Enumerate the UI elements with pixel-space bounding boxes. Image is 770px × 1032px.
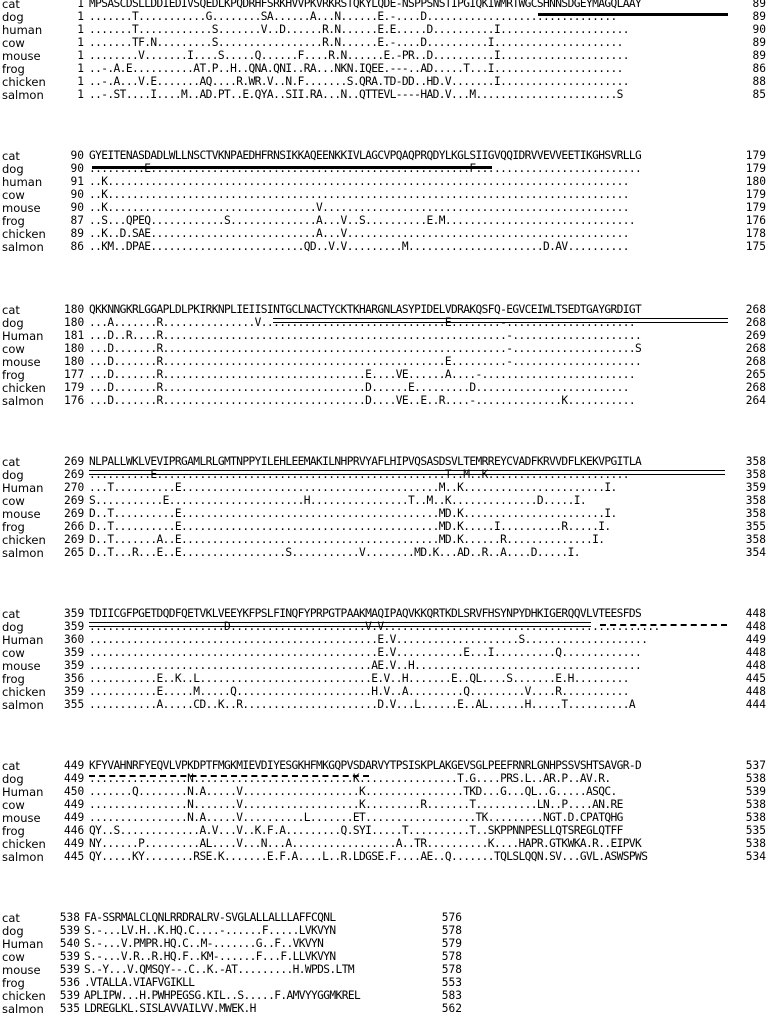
alignment-row xyxy=(0,481,770,495)
start-position: 360 xyxy=(64,632,85,646)
end-position: 576 xyxy=(441,911,462,924)
alignment-row xyxy=(0,329,770,343)
end-position: 538 xyxy=(745,771,766,785)
end-position: 179 xyxy=(745,187,766,201)
alignment-row xyxy=(0,659,770,673)
sequence-text: NLPALLWKLVEVIPRGAMLRLGMTNPPYILEHLEEMAKILNHPRVYAFLHIPVQSASDSVLTEMRREYCVADFKRVVDFLKEKVPGITLA xyxy=(89,455,642,468)
species-label: chicken xyxy=(2,226,46,241)
end-position: 268 xyxy=(745,341,766,355)
start-position: 269 xyxy=(64,467,85,481)
species-label: salmon xyxy=(2,1001,44,1016)
start-position: 359 xyxy=(64,645,85,659)
start-position: 539 xyxy=(59,962,80,976)
sequence-text: .VTALLA.VIAFVGIKLL xyxy=(84,975,195,989)
alignment-row xyxy=(0,950,770,964)
sequence-text: .........E....................................................F........................... xyxy=(89,161,642,175)
end-position: 90 xyxy=(752,22,766,36)
start-position: 539 xyxy=(59,949,80,963)
species-label: frog xyxy=(2,519,25,534)
alignment-row xyxy=(0,963,770,977)
end-position: 538 xyxy=(745,810,766,824)
sequence-text: ...T..........E..........................................M..K.......................I. xyxy=(89,480,617,494)
end-position: 89 xyxy=(752,0,766,10)
end-position: 264 xyxy=(745,393,766,407)
sequence-text: .......T............S.......V..D......R.N......E.E.....D..........I..................... xyxy=(89,22,629,36)
start-position: 179 xyxy=(64,380,85,394)
alignment-row xyxy=(0,685,770,699)
start-position: 359 xyxy=(64,658,85,672)
sequence-text: ..............................................AE.V..H..................................... xyxy=(89,658,642,672)
species-label: mouse xyxy=(2,200,41,215)
alignment-row xyxy=(0,214,770,228)
start-position: 86 xyxy=(70,239,84,253)
end-position: 535 xyxy=(745,823,766,837)
alignment-row xyxy=(0,1002,770,1016)
end-position: 358 xyxy=(745,467,766,481)
alignment-row xyxy=(0,201,770,215)
end-position: 89 xyxy=(752,48,766,62)
start-position: 356 xyxy=(64,671,85,685)
sequence-text: D..T.......A..E..........................................MD.K......R..............I. xyxy=(89,532,605,546)
end-position: 178 xyxy=(745,226,766,240)
sequence-text: ................N..........................K................T.G....PRS.L..AR.P..AV.R. xyxy=(89,771,611,785)
species-label: chicken xyxy=(2,380,46,395)
end-position: 444 xyxy=(745,697,766,711)
sequence-text: .......TF.N.........S.................R.N......E.-....D..........I..................... xyxy=(89,35,623,49)
double-line-region-marker xyxy=(89,622,591,627)
sequence-text: ..K..................................................................................... xyxy=(89,187,629,201)
species-label: dog xyxy=(2,315,24,330)
start-position: 359 xyxy=(64,619,85,633)
sequence-text: S.-...V.R..R.HQ.F..KM-......F...F.LLVKVYN xyxy=(84,949,336,963)
end-position: 89 xyxy=(752,9,766,23)
start-position: 1 xyxy=(77,0,84,10)
species-label: cow xyxy=(2,35,25,50)
start-position: 180 xyxy=(64,354,85,368)
species-label: cow xyxy=(2,493,25,508)
start-position: 449 xyxy=(64,771,85,785)
alignment-row xyxy=(0,533,770,547)
start-position: 1 xyxy=(77,35,84,49)
end-position: 268 xyxy=(745,380,766,394)
end-position: 448 xyxy=(745,658,766,672)
end-position: 538 xyxy=(745,797,766,811)
start-position: 536 xyxy=(59,975,80,989)
species-label: dog xyxy=(2,9,24,24)
alignment-row xyxy=(0,672,770,686)
alignment-row xyxy=(0,937,770,951)
end-position: 578 xyxy=(441,923,462,937)
alignment-row xyxy=(0,88,770,102)
start-position: 450 xyxy=(64,784,85,798)
species-label: cat xyxy=(2,607,20,621)
species-label: cat xyxy=(2,0,20,11)
sequence-text: NY......P.........AL....V...N...A.................A..TR..........K....HAPR.GTKWKA.R..EIPVK xyxy=(89,836,642,850)
species-label: cat xyxy=(2,303,20,317)
start-position: 1 xyxy=(77,9,84,23)
alignment-row xyxy=(0,759,770,773)
sequence-text: ..........E...............................................T..M..K....................... xyxy=(89,467,629,481)
alignment-row xyxy=(0,976,770,990)
species-label: dog xyxy=(2,467,24,482)
species-label: Human xyxy=(2,480,44,495)
end-position: 449 xyxy=(745,632,766,646)
start-position: 269 xyxy=(64,493,85,507)
start-position: 449 xyxy=(64,810,85,824)
alignment-row xyxy=(0,175,770,189)
start-position: 87 xyxy=(70,213,84,227)
species-label: frog xyxy=(2,823,25,838)
start-position: 539 xyxy=(59,923,80,937)
end-position: 85 xyxy=(752,87,766,101)
sequence-text: MPSASCDSLLDDIEDIVSQEDLKPQDRHFSRKHVVPKVRKRSTQKYLQDE-NSPPSNSTIPGIQKIWMRTWGCSHNNSDGEYMAGQLAAY xyxy=(89,0,642,10)
species-label: cow xyxy=(2,341,25,356)
alignment-row xyxy=(0,227,770,241)
sequence-text: ...........A.....CD..K..R......................D.V...L......E..AL......H.....T..........A xyxy=(89,697,636,711)
start-position: 265 xyxy=(64,545,85,559)
sequence-text: QY.....KY........RSE.K.......E.F.A....L..R.LDGSE.F....AE..Q.......TQLSLQQN.SV...GVL.ASWSPWS xyxy=(89,849,648,863)
end-position: 88 xyxy=(752,74,766,88)
alignment-row xyxy=(0,911,770,925)
species-label: mouse xyxy=(2,810,41,825)
species-label: salmon xyxy=(2,87,44,102)
sequence-text: ...............................................E.V...........E...I..........Q............. xyxy=(89,645,642,659)
alignment-row xyxy=(0,355,770,369)
start-position: 1 xyxy=(77,87,84,101)
alignment-row xyxy=(0,62,770,76)
sequence-text: ..K..................................V.................................................. xyxy=(89,200,629,214)
species-label: cow xyxy=(2,187,25,202)
alignment-row xyxy=(0,811,770,825)
sequence-text: S.-...V.PMPR.HQ.C..M-.......G..F..VKVYN xyxy=(84,936,324,950)
sequence-text: S...........E......................H................T..M..K..............D.....I. xyxy=(89,493,586,507)
alignment-row xyxy=(0,850,770,864)
end-position: 269 xyxy=(745,328,766,342)
start-position: 90 xyxy=(70,149,84,162)
start-position: 540 xyxy=(59,936,80,950)
sequence-text: S.-Y...V.QMSQY--.C..K.-AT.........H.WPDS.LTM xyxy=(84,962,354,976)
alignment-row xyxy=(0,924,770,938)
sequence-text: .......Q........N.A.....V...................K................TKD...G...QL..G.....ASQC. xyxy=(89,784,617,798)
end-position: 445 xyxy=(745,671,766,685)
sequence-text: .......T...........G........SA......A...N......E.-....D............................... xyxy=(89,9,617,23)
alignment-row xyxy=(0,303,770,317)
end-position: 583 xyxy=(441,988,462,1002)
start-position: 449 xyxy=(64,759,85,772)
start-position: 1 xyxy=(77,74,84,88)
alignment-row xyxy=(0,23,770,37)
end-position: 175 xyxy=(745,239,766,253)
start-position: 355 xyxy=(64,697,85,711)
end-position: 179 xyxy=(745,161,766,175)
end-position: 448 xyxy=(745,684,766,698)
sequence-text: ...........E.....M.....Q......................H.V..A.........Q.........V....R........... xyxy=(89,684,629,698)
end-position: 358 xyxy=(745,455,766,468)
start-position: 449 xyxy=(64,836,85,850)
species-label: cow xyxy=(2,797,25,812)
alignment-row xyxy=(0,394,770,408)
sequence-text: ...A.......R...............V..............................E........-..................... xyxy=(89,315,636,329)
species-label: chicken xyxy=(2,836,46,851)
alignment-row xyxy=(0,546,770,560)
end-position: 89 xyxy=(752,35,766,49)
end-position: 538 xyxy=(745,836,766,850)
start-position: 1 xyxy=(77,48,84,62)
species-label: cat xyxy=(2,455,20,469)
end-position: 578 xyxy=(441,962,462,976)
end-position: 448 xyxy=(745,645,766,659)
species-label: Human xyxy=(2,784,44,799)
end-position: 358 xyxy=(745,506,766,520)
species-label: Human xyxy=(2,632,44,647)
sequence-text: GYEITENASDADLWLLNSCTVKNPAEDHFRNSIKKAQEENKKIVLAGCVPQAQPRQDYLKGLSIIGVQQIDRVVEVVEETIKGHSVRLLG xyxy=(89,149,642,162)
species-label: cat xyxy=(2,759,20,773)
alignment-row xyxy=(0,607,770,621)
sequence-text: ...D.......R.................................D....VE..E..R....-..............K........... xyxy=(89,393,636,407)
species-label: human xyxy=(2,174,43,189)
species-label: mouse xyxy=(2,354,41,369)
sequence-text: ................N.A.....V..........L.......ET..................TK.........NGT.D.CPATQHG xyxy=(89,810,623,824)
species-label: frog xyxy=(2,61,25,76)
species-label: Human xyxy=(2,328,44,343)
start-position: 269 xyxy=(64,455,85,468)
species-label: frog xyxy=(2,367,25,382)
start-position: 445 xyxy=(64,849,85,863)
start-position: 535 xyxy=(59,1001,80,1015)
end-position: 534 xyxy=(745,849,766,863)
species-label: chicken xyxy=(2,988,46,1003)
end-position: 86 xyxy=(752,61,766,75)
sequence-text: ...D.......R.................................D......E.........D......................... xyxy=(89,380,629,394)
start-position: 359 xyxy=(64,607,85,620)
sequence-text: ..K..D.SAE...........................A...V.............................................. xyxy=(89,226,629,240)
alignment-row xyxy=(0,989,770,1003)
start-position: 538 xyxy=(59,911,80,924)
sequence-text: ..-.A.E..........AT.P..H..QNA.QNI..RA...NKN.IQEE.---..AD.....T...I..................... xyxy=(89,61,623,75)
start-position: 270 xyxy=(64,480,85,494)
sequence-text: ...D..R....R........................................................-..................... xyxy=(89,328,642,342)
species-label: cat xyxy=(2,149,20,163)
start-position: 449 xyxy=(64,797,85,811)
start-position: 91 xyxy=(70,174,84,188)
species-label: chicken xyxy=(2,684,46,699)
sequence-text: S.-...LV.H..K.HQ.C....-......F.....LVKVYN xyxy=(84,923,336,937)
end-position: 268 xyxy=(745,303,766,316)
species-label: mouse xyxy=(2,48,41,63)
species-label: salmon xyxy=(2,393,44,408)
alignment-row xyxy=(0,75,770,89)
end-position: 537 xyxy=(745,759,766,772)
dashed-region-marker xyxy=(600,624,727,626)
sequence-text: ..-.A...V.E.......AQ....R.WR.V..N.F.......S.QRA.TD-DD..HD.V.......I..................... xyxy=(89,74,629,88)
species-label: salmon xyxy=(2,849,44,864)
species-label: chicken xyxy=(2,74,46,89)
double-line-region-marker xyxy=(89,470,725,475)
start-position: 269 xyxy=(64,532,85,546)
start-position: 180 xyxy=(64,341,85,355)
sequence-text: ......................D......................V.V............................................. xyxy=(89,619,660,633)
sequence-text: TDIICGFPGETDQDFQETVKLVEEYKFPSLFINQFYPRPGTPAAKMAQIPAQVKKQRTKDLSRVFHSYNPYDHKIGERQQVLVTEESFDS xyxy=(89,607,642,620)
species-label: salmon xyxy=(2,697,44,712)
sequence-text: ...D.......R.................................E....VE......A....-......................... xyxy=(89,367,636,381)
sequence-text: LDREGLKL.SISLAVVAILVV.MWEK.H xyxy=(84,1001,256,1015)
alignment-row xyxy=(0,646,770,660)
end-position: 359 xyxy=(745,480,766,494)
start-position: 176 xyxy=(64,393,85,407)
end-position: 180 xyxy=(745,174,766,188)
start-position: 90 xyxy=(70,161,84,175)
sequence-text: KFYVAHNRFYEQVLVPKDPTFMGKMIEVDIYESGKHFMKGQPVSDARVYTPSISKPLAKGEVSGLPEEFRNRLGNHPSSVSHTSAVGR-D xyxy=(89,759,642,772)
sequence-text: QY..S.............A.V...V..K.F.A.........Q.SYI.....T..........T..SKPPNNPESLLQTSREGLQTFF xyxy=(89,823,623,837)
end-position: 562 xyxy=(441,1001,462,1015)
end-position: 358 xyxy=(745,532,766,546)
alignment-row xyxy=(0,785,770,799)
sequence-text: ...............................................E.V....................S.................... xyxy=(89,632,648,646)
double-line-region-marker xyxy=(273,318,728,323)
start-position: 446 xyxy=(64,823,85,837)
alignment-row xyxy=(0,633,770,647)
species-label: frog xyxy=(2,671,25,686)
sequence-text: ..K..................................................................................... xyxy=(89,174,629,188)
alignment-row xyxy=(0,342,770,356)
alignment-row xyxy=(0,837,770,851)
start-position: 177 xyxy=(64,367,85,381)
species-label: dog xyxy=(2,619,24,634)
species-label: salmon xyxy=(2,239,44,254)
alignment-row xyxy=(0,520,770,534)
species-label: salmon xyxy=(2,545,44,560)
species-label: frog xyxy=(2,975,25,990)
end-position: 539 xyxy=(745,784,766,798)
start-position: 90 xyxy=(70,200,84,214)
start-position: 1 xyxy=(77,61,84,75)
start-position: 89 xyxy=(70,226,84,240)
sequence-text: ...D.......R..............................................E.........-..................... xyxy=(89,354,642,368)
alignment-row xyxy=(0,36,770,50)
end-position: 354 xyxy=(745,545,766,559)
start-position: 90 xyxy=(70,187,84,201)
species-label: mouse xyxy=(2,962,41,977)
end-position: 179 xyxy=(745,149,766,162)
species-label: dog xyxy=(2,771,24,786)
species-label: mouse xyxy=(2,658,41,673)
end-position: 179 xyxy=(745,200,766,214)
start-position: 266 xyxy=(64,519,85,533)
end-position: 268 xyxy=(745,315,766,329)
alignment-row xyxy=(0,698,770,712)
start-position: 180 xyxy=(64,315,85,329)
alignment-row xyxy=(0,798,770,812)
species-label: cat xyxy=(2,911,20,925)
start-position: 180 xyxy=(64,303,85,316)
sequence-text: ..S...QPEQ............S..............A...V..S..........E.M............................... xyxy=(89,213,636,227)
sequence-text: ........V.......I....S.....Q......F....R.N......E.-PR..D..........I..................... xyxy=(89,48,629,62)
end-position: 176 xyxy=(745,213,766,227)
alignment-row xyxy=(0,824,770,838)
species-label: human xyxy=(2,22,43,37)
sequence-text: D..T..........E..........................................MD.K.....I..........R.....I. xyxy=(89,519,611,533)
end-position: 578 xyxy=(441,949,462,963)
sequence-text: ..-.ST....I....M..AD.PT..E.QYA..SII.RA...N..QTTEVL----HAD.V...M.......................S xyxy=(89,87,623,101)
end-position: 448 xyxy=(745,607,766,620)
species-label: Human xyxy=(2,936,44,951)
end-position: 579 xyxy=(441,936,462,950)
alignment-row xyxy=(0,49,770,63)
dashed-region-marker xyxy=(89,775,369,777)
alignment-row xyxy=(0,149,770,163)
end-position: 448 xyxy=(745,619,766,633)
end-position: 265 xyxy=(745,367,766,381)
start-position: 269 xyxy=(64,506,85,520)
sequence-text: ...D.......R........................................................-....................S xyxy=(89,341,642,355)
species-label: cow xyxy=(2,949,25,964)
alignment-row xyxy=(0,494,770,508)
alignment-row xyxy=(0,507,770,521)
alignment-row xyxy=(0,188,770,202)
sequence-text: ...........E..K..L............................E.V..H.......E..QL....S.......E.H......... xyxy=(89,671,629,685)
end-position: 553 xyxy=(441,975,462,989)
sequence-text: ................N.......V...................K.........R.......T..........LN..P....AN.RE xyxy=(89,797,623,811)
start-position: 181 xyxy=(64,328,85,342)
end-position: 268 xyxy=(745,354,766,368)
sequence-text: D..T...R...E..E.................S...........V........MD.K...AD..R..A....D.....I. xyxy=(89,545,580,559)
alignment-row xyxy=(0,455,770,469)
sequence-text: QKKNNGKRLGGAPLDLPKIRKNPLIEIISINTGCLNACTYCKTKHARGNLASYPIDELVDRAKQSFQ-EGVCEIWLTSEDTGAYGRDIGT xyxy=(89,303,642,316)
alignment-row xyxy=(0,368,770,382)
species-label: dog xyxy=(2,161,24,176)
solid-region-marker xyxy=(92,166,492,169)
sequence-text: D..T..........E..........................................MD.K.......................I. xyxy=(89,506,617,520)
species-label: frog xyxy=(2,213,25,228)
species-label: dog xyxy=(2,923,24,938)
start-position: 539 xyxy=(59,988,80,1002)
species-label: chicken xyxy=(2,532,46,547)
solid-region-marker xyxy=(538,13,728,16)
sequence-text: ..KM..DPAE.........................QD..V.V.........M......................D.AV.......... xyxy=(89,239,629,253)
start-position: 359 xyxy=(64,684,85,698)
alignment-row xyxy=(0,240,770,254)
start-position: 1 xyxy=(77,22,84,36)
sequence-text: APLIPW...H.PWHPEGSG.KIL..S.....F.AMVYYGGMKREL xyxy=(84,988,361,1002)
species-label: mouse xyxy=(2,506,41,521)
alignment-row xyxy=(0,381,770,395)
end-position: 355 xyxy=(745,519,766,533)
end-position: 358 xyxy=(745,493,766,507)
species-label: cow xyxy=(2,645,25,660)
sequence-text: FA-SSRMALCLQNLRRDRALRV-SVGLALLALLLAFFCQNL xyxy=(84,911,336,924)
